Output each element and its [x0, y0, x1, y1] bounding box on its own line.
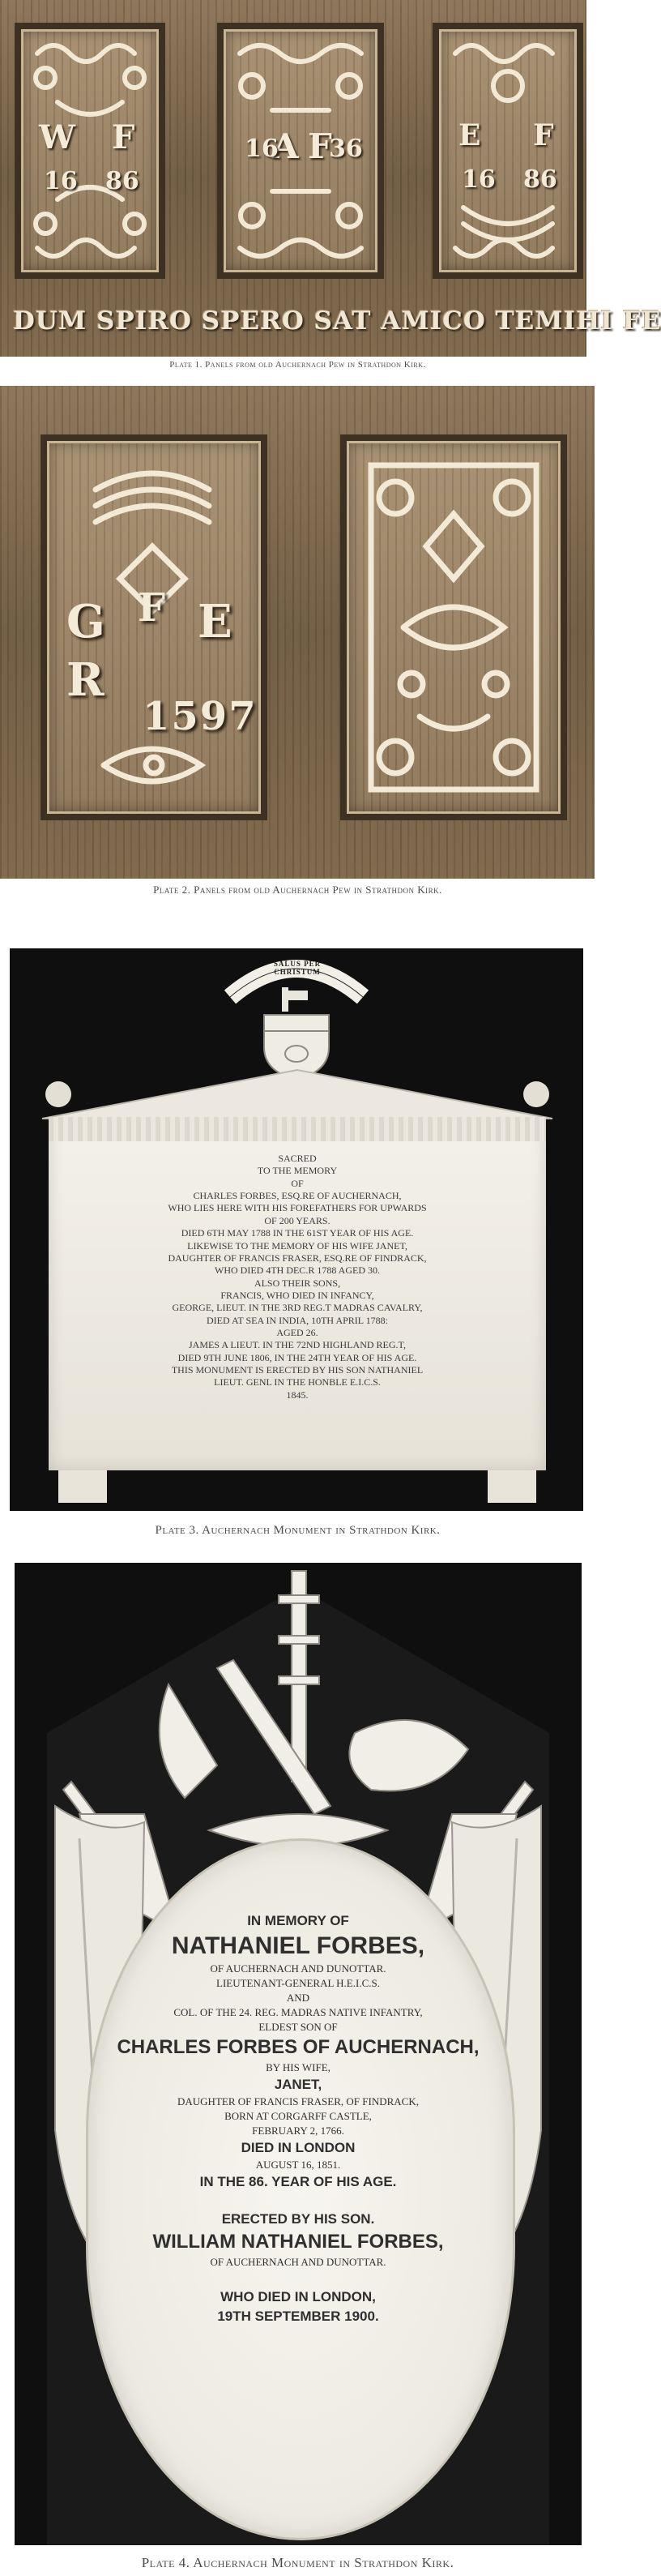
plate-2-letter-f: F — [138, 585, 166, 631]
plate-4-inscription-line: BY HIS WIFE, — [266, 2061, 330, 2073]
panel-left-letter-2: F — [112, 118, 135, 156]
plate-4-inscription-line: IN THE 86. YEAR OF HIS AGE. — [199, 2174, 397, 2189]
monument-foot-right — [488, 1470, 536, 1503]
plate-4-inscription-line: CHARLES FORBES OF AUCHERNACH, — [117, 2036, 480, 2058]
plate-1 — [0, 0, 661, 370]
monument-tablet — [49, 1117, 546, 1470]
plate-2-letter-g: G — [66, 595, 105, 648]
plate-1-panel-left — [15, 23, 165, 279]
plate-4-inscription-line: LIEUTENANT-GENERAL H.E.I.C.S. — [216, 1977, 380, 1989]
plate-3-inscription-line: WHO DIED 4TH DEC.R 1788 AGED 30. — [215, 1264, 380, 1277]
plate-3-inscription-line: 1845. — [286, 1389, 309, 1401]
plate-4-inscription-line: ELDEST SON OF — [258, 2021, 338, 2033]
plate-2-year: 1597 — [143, 694, 258, 739]
panel-middle-letter-1: A — [272, 126, 299, 166]
plate-3-inscription-line: SACRED — [278, 1153, 317, 1164]
plate-3-inscription-line: DIED 6TH MAY 1788 IN THE 61ST YEAR OF HIS AGE. — [181, 1227, 414, 1239]
plate-3-inscription-line: THIS MONUMENT IS ERECTED BY HIS SON NATHANIEL — [171, 1364, 424, 1376]
plate-1-caption: Plate 1. Panels from old Auchernach Pew in Strathdon Kirk. — [169, 360, 426, 370]
plate-2-letter-e: E — [198, 595, 232, 648]
plate-4-inscription-line: JANET, — [274, 2077, 322, 2092]
plate-3-inscription-line: LIEUT. GENL IN THE HONBLE E.I.C.S. — [214, 1376, 381, 1389]
plate-3-inscription-line: OF 200 YEARS. — [264, 1214, 330, 1226]
plate-3-inscription-line: WHO LIES HERE WITH HIS FOREFATHERS FOR UPWARDS — [168, 1202, 427, 1214]
plate-2-panel-right — [340, 434, 567, 820]
plate-4-inscription-line: AUGUST 16, 1851. — [255, 2159, 341, 2171]
panel-left-year-b: 86 — [105, 167, 139, 195]
plate-2 — [0, 386, 595, 905]
plate-4 — [0, 1563, 595, 2576]
plate-3-inscription-line: JAMES A LIEUT. IN THE 72ND HIGHLAND REG.T, — [189, 1339, 406, 1351]
plate-4-inscription-line: WILLIAM NATHANIEL FORBES, — [152, 2231, 444, 2253]
plate-3-inscription-line: LIKEWISE TO THE MEMORY OF HIS WIFE JANET, — [187, 1239, 407, 1252]
plate-3-inscription-line: DIED 9TH JUNE 1806, IN THE 24TH YEAR OF HIS AGE. — [177, 1351, 417, 1363]
panel-middle-year-a: 16 — [245, 135, 279, 163]
plate-3 — [0, 924, 595, 1548]
plate-4-inscription-line: AND — [286, 1992, 310, 2004]
plate-2-caption: Plate 2. Panels from old Auchernach Pew in Strathdon Kirk. — [153, 884, 442, 896]
plate-4-inscription-line: ERECTED BY HIS SON. — [221, 2211, 375, 2227]
plate-2-panel-left — [41, 434, 267, 820]
plate-3-photo — [10, 948, 583, 1511]
plate-4-inscription-line: COL. OF THE 24. REG. MADRAS NATIVE INFANTRY, — [173, 2006, 423, 2018]
plate-3-inscription-line: TO THE MEMORY — [257, 1165, 338, 1177]
plate-4-inscription-line: DAUGHTER OF FRANCIS FRASER, OF FINDRACK, — [177, 2095, 419, 2107]
panel-right-letter-2: F — [533, 118, 554, 152]
plate-4-inscription-line: NATHANIEL FORBES, — [171, 1932, 425, 1959]
panel-left-year-a: 16 — [44, 167, 78, 195]
plate-4-inscription-line: OF AUCHERNACH AND DUNOTTAR. — [210, 2256, 386, 2268]
panel-middle-letter-2: F — [308, 126, 332, 166]
monument-foot-left — [58, 1470, 107, 1503]
plate-3-inscription-line: GEORGE, LIEUT. IN THE 3RD REG.T MADRAS CAVALRY, — [172, 1302, 423, 1314]
plate-1-photo — [0, 0, 661, 357]
plate-3-inscription-line: DAUGHTER OF FRANCIS FRASER, ESQ.RE OF FINDRACK, — [168, 1252, 427, 1264]
plate-1-panel-middle — [217, 23, 384, 279]
plate-4-caption: Plate 4. Auchernach Monument in Strathdon Kirk. — [141, 2555, 454, 2570]
panel-left-letter-1: W — [39, 118, 75, 156]
plate-3-inscription-line: FRANCIS, WHO DIED IN INFANCY, — [220, 1289, 374, 1301]
plate-2-letter-r: R — [66, 653, 104, 707]
plate-4-inscription-line: BORN AT CORGARFF CASTLE, — [224, 2110, 372, 2122]
plate-4-inscription-line: 19TH SEPTEMBER 1900. — [217, 2309, 379, 2324]
plate-2-photo — [0, 386, 595, 879]
plate-4-inscription-line: DIED IN LONDON — [241, 2140, 356, 2155]
panel-right-year-a: 16 — [462, 165, 496, 194]
plate-1-motto: DUM SPIRO SPERO SAT AMICO TEMIHI FE — [13, 306, 661, 336]
carving-scroll-ornament-icon — [347, 441, 561, 814]
plate-4-inscription-line: IN MEMORY OF — [247, 1913, 349, 1928]
plate-3-inscription-line: OF — [291, 1177, 304, 1189]
plate-4-inscription-line: FEBRUARY 2, 1766. — [252, 2125, 344, 2137]
plate-3-inscription-line: CHARLES FORBES, ESQ.RE OF AUCHERNACH, — [193, 1190, 402, 1202]
plate-4-inscription-line: WHO DIED IN LONDON, — [220, 2289, 376, 2304]
plate-3-inscription — [49, 1153, 546, 1401]
plate-4-inscription — [86, 1911, 510, 2326]
panel-right-year-b: 86 — [523, 165, 557, 194]
plate-3-inscription-line: AGED 26. — [276, 1327, 318, 1339]
crest-motto: SALUS PER CHRISTUM — [273, 960, 322, 976]
plate-4-photo — [15, 1563, 582, 2545]
monument-frieze — [49, 1117, 546, 1141]
plate-3-inscription-line: ALSO THEIR SONS, — [254, 1277, 341, 1289]
panel-middle-year-b: 36 — [329, 135, 363, 163]
plate-3-caption: Plate 3. Auchernach Monument in Strathdon Kirk. — [155, 1524, 441, 1537]
panel-right-letter-1: E — [458, 118, 481, 152]
plate-3-inscription-line: DIED AT SEA IN INDIA, 10TH APRIL 1788: — [207, 1314, 388, 1326]
plate-1-panel-right — [433, 23, 583, 279]
plate-4-inscription-line: OF AUCHERNACH AND DUNOTTAR. — [210, 1962, 386, 1975]
